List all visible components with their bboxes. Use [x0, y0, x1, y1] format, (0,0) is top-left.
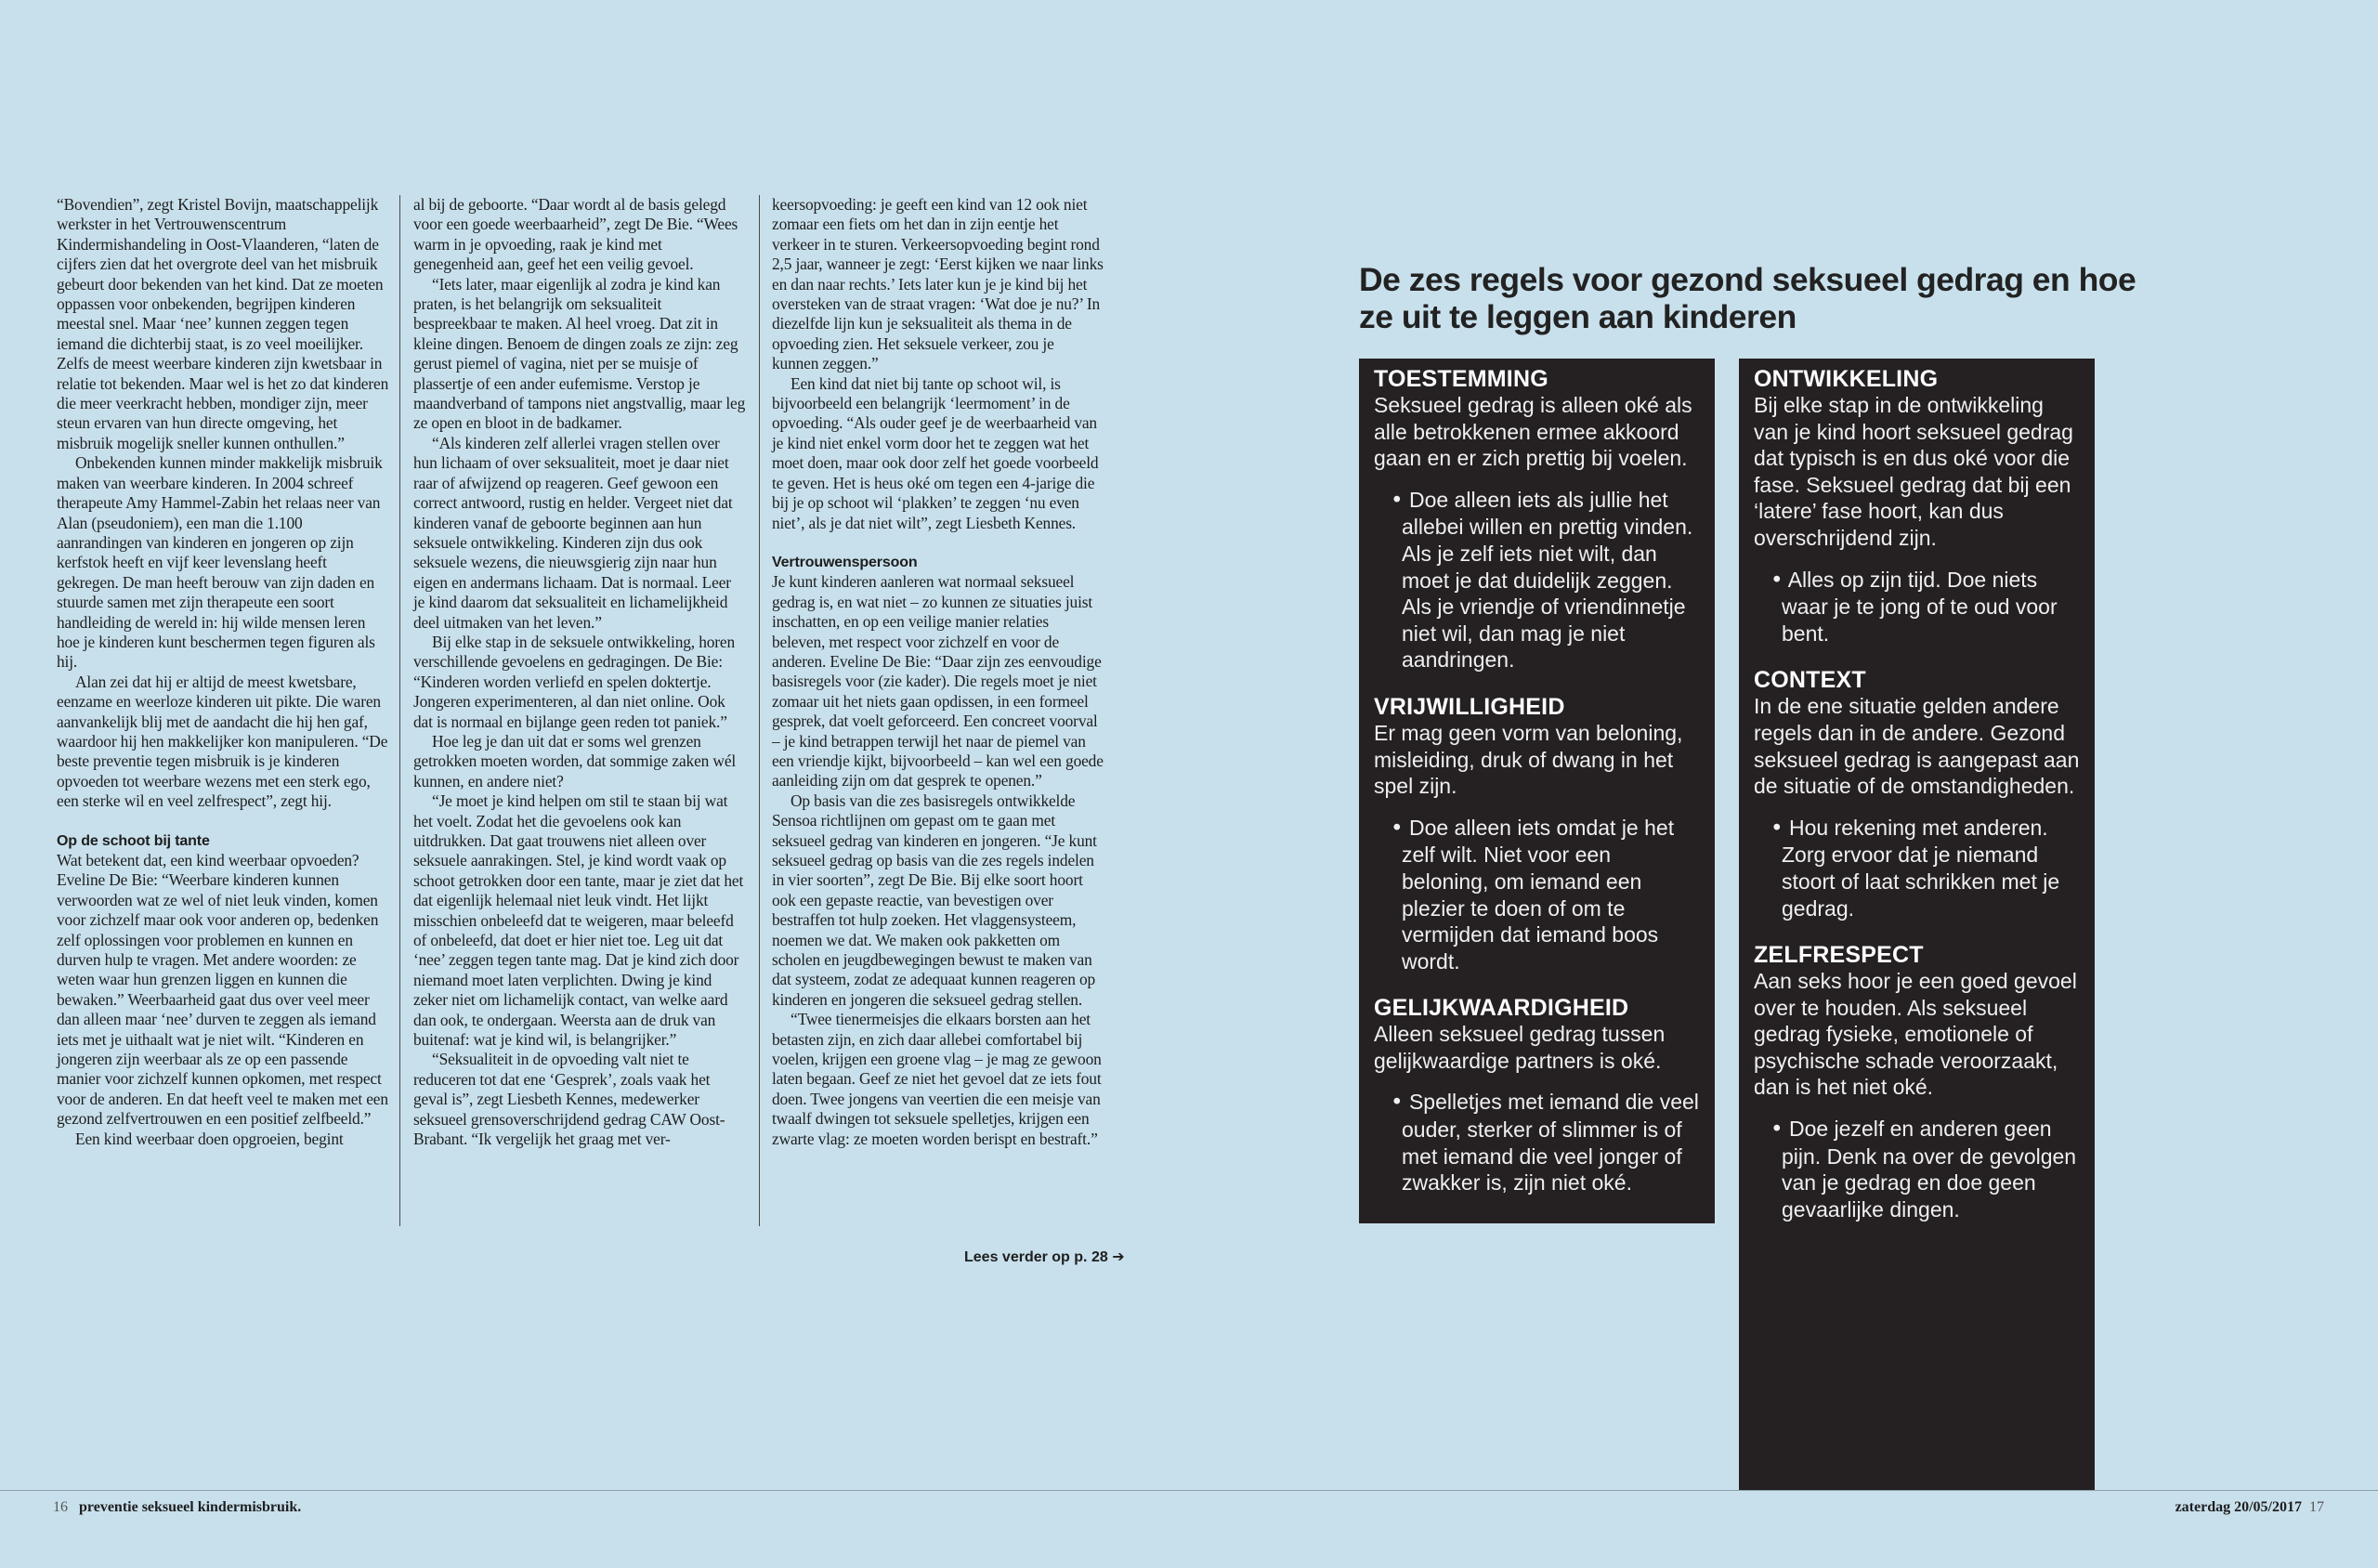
rule-heading: ZELFRESPECT	[1754, 942, 1924, 969]
paragraph: Hoe leg je dan uit dat er soms wel grenzen getrokken moeten worden, dat sommige zaken wél kunnen, en andere niet?	[413, 731, 737, 791]
rule-tip-text: Doe jezelf en anderen geen pijn. Denk na over de gevolgen van je gedrag en doe geen gevaarlijke dingen.	[1782, 1117, 2077, 1222]
bullet-icon: •	[1770, 568, 1784, 593]
rule-tip	[1391, 1089, 1701, 1196]
rule-tip-text: Spelletjes met iemand die veel ouder, sterker of slimmer is of met iemand die veel jonger of zwakker is, zijn niet oké.	[1402, 1090, 1699, 1196]
rule-tip	[1770, 1116, 2081, 1222]
paragraph: Op basis van die zes basisregels ontwikkelde Sensoa richtlijnen om gepast om te gaan met seksueel gedrag van kinderen en jongeren. “Je kunt seksueel gedrag op basis van die zes regels indelen in vier soorten”, zegt De Bie. Bij elke soort hoort ook een gepaste reactie, van bevestigen over bestraffen tot hulp zoeken. Het vlaggensysteem, noemen we dat. We maken ook pakketten om scholen en jeugdbewegingen bewust te maken van dat systeem, zodat ze adequaat kunnen reageren op kinderen en jongeren die seksueel gedrag stellen.	[772, 791, 1097, 1009]
rule-tip-text: Hou rekening met anderen. Zorg ervoor dat je niemand stoort of laat schrikken met je gedrag.	[1782, 815, 2060, 921]
rule-intro: In de ene situatie gelden andere regels dan in de andere. Gezond seksueel gedrag is aangepast aan de situatie of de omstandigheden.	[1754, 694, 2080, 799]
paragraph: “Seksualiteit in de opvoeding valt niet te reduceren tot dat ene ‘Gesprek’, zoals vaak het geval is”, zegt Liesbeth Kennes, medewerker seksueel grensoverschrijdend gedrag CAW Oost-Brabant. “Ik vergelijk het graag met ver-	[413, 1050, 725, 1149]
column-divider	[759, 195, 760, 1226]
rule-section-toestemming	[1374, 366, 1701, 673]
rule-tip	[1770, 815, 2081, 921]
rules-box-right	[1739, 359, 2095, 1490]
page-number: 17	[2309, 1499, 2324, 1515]
rule-heading: VRIJWILLIGHEID	[1374, 693, 1565, 720]
footer-divider	[0, 1490, 2378, 1491]
paragraph: Een kind dat niet bij tante op schoot wil, is bijvoorbeeld een belangrijk ‘leermoment’ in de opvoeding. “Als ouder geef je de weerbaarheid van je kind niet enkel vorm door het te zeggen wat het moet doen, maar ook door zelf het goede voorbeeld te geven. Het is heus oké om tegen een 4-jarige die bij je op schoot wil ‘plakken’ te zeggen ‘nu even niet’, als je dat niet wilt”, zegt Liesbeth Kennes.	[772, 373, 1099, 532]
bullet-icon: •	[1391, 1091, 1404, 1116]
rule-intro: Er mag geen vorm van beloning, misleiding, druk of dwang in het spel zijn.	[1374, 720, 1683, 799]
subheading-vertrouwenspersoon: Vertrouwenspersoon	[772, 554, 918, 570]
subheading-op-de-schoot: Op de schoot bij tante	[57, 832, 210, 849]
rule-intro: Seksueel gedrag is alleen oké als alle betrokkenen ermee akkoord gaan en er zich prettig bij voelen.	[1374, 393, 1692, 471]
rule-tip-text: Doe alleen iets als jullie het allebei willen en prettig vinden. Als je zelf iets niet wilt, dan moet je dat duidelijk zeggen. Als je vriendje of vriendinnetje niet wil, dan mag je niet aandringen.	[1402, 487, 1693, 673]
paragraph: “Iets later, maar eigenlijk al zodra je kind kan praten, is het belangrijk om seksualiteit bespreekbaar te maken. Al heel vroeg. Dat zit in kleine dingen. Benoem de dingen zoals ze zijn: zeg gerust piemel of vagina, niet per se muisje of plassertje of een ander eufemisme. Verstop je maandverband of tampons niet angstvallig, maar leg ze open en bloot in de badkamer.	[413, 274, 746, 433]
rule-tip-text: Alles op zijn tijd. Doe niets waar je te jong of te oud voor bent.	[1782, 567, 2058, 646]
rule-heading: ONTWIKKELING	[1754, 366, 1939, 392]
folio-right	[2175, 1499, 2324, 1516]
rule-tip	[1770, 567, 2081, 647]
sidebar-title: De zes regels voor gezond seksueel gedrag en hoe ze uit te leggen aan kinderen	[1359, 261, 2136, 335]
rule-intro: Alleen seksueel gedrag tussen gelijkwaardige partners is oké.	[1374, 1022, 1666, 1073]
rule-heading: TOESTEMMING	[1374, 366, 1548, 392]
rule-tip	[1391, 815, 1701, 975]
paragraph: Alan zei dat hij er altijd de meest kwetsbare, eenzame en weerloze kinderen uit pikte. Die waren aanvankelijk blij met de aandacht die hij hen gaf, waardoor hij hen makkelijker kon manipuleren. “De beste preventie tegen misbruik is je kinderen opvoeden tot weerbare wezens met een sterk ego, een sterke wil en veel zelfrespect”, zegt hij.	[57, 672, 388, 811]
paragraph: “Als kinderen zelf allerlei vragen stellen over hun lichaam of over seksualiteit, moet je daar niet raar of afwijzend op reageren. Geef gewoon een correct antwoord, rustig en helder. Vergeet niet dat kinderen vanaf de geboorte beginnen aan hun seksuele ontwikkeling. Kinderen zijn dus ook seksuele wezens, die nieuwsgierig zijn naar hun eigen en andermans lichaam. Dat is normaal. Leer je kind daarom dat seksualiteit en lichamelijkheid deel uitmaken van het leven.”	[413, 433, 733, 632]
rule-section-gelijkwaardigheid	[1374, 995, 1701, 1196]
paragraph: “Bovendien”, zegt Kristel Bovijn, maatschappelijk werkster in het Vertrouwenscentrum Kindermishandeling in Oost-Vlaanderen, “laten de cijfers zien dat het overgrote deel van het misbruik gebeurt door bekenden van het kind. Dat ze moeten oppassen voor onbekenden, begrijpen kinderen meestal snel. Maar ‘nee’ kunnen zeggen tegen iemand die dichterbij staat, is zo veel moeilijker. Zelfs de meest weerbare kinderen zijn kwetsbaar in relatie tot bekenden. Maar wel is het zo dat kinderen die meer veerkracht hebben, mondiger zijn, meer steun ervaren van hun directe omgeving, het misbruik mogelijk sneller kunnen onthullen.”	[57, 195, 389, 452]
paragraph: Je kunt kinderen aanleren wat normaal seksueel gedrag is, en wat niet – zo kunnen ze situaties juist inschatten, en op een veilige manier relaties beleven, met respect voor zichzelf en voor de anderen. Eveline De Bie: “Daar zijn zes eenvoudige basisregels voor (zie kader). Die regels moet je niet zomaar uit het niets gaan opdissen, in een formeel gesprek, dat voelt geforceerd. Een concreet voorval – je kind betrappen terwijl het naar de piemel van een vriendje kijkt, bijvoorbeeld – kan wel een goede aanleiding zijn om dat gesprek te openen.”	[772, 572, 1104, 791]
bullet-icon: •	[1770, 816, 1784, 841]
read-more-label: Lees verder op p. 28	[964, 1249, 1108, 1265]
rule-intro: Bij elke stap in de ontwikkeling van je kind hoort seksueel gedrag dat typisch is en dus oké voor die fase. Seksueel gedrag dat bij een ‘latere’ fase hoort, kan dus overschrijdend zijn.	[1754, 393, 2073, 550]
page-number: 16	[53, 1499, 68, 1515]
rules-box-left	[1359, 359, 1715, 1223]
paragraph: Bij elke stap in de seksuele ontwikkeling, horen verschillende gevoelens en gedragingen. De Bie: “Kinderen worden verliefd en spelen doktertje. Jongeren experimenteren, al dan niet online. Ook dat is normaal en bijlange geen reden tot paniek.”	[413, 632, 736, 731]
rule-section-ontwikkeling	[1754, 366, 2081, 647]
article-column-2	[413, 195, 746, 1150]
bullet-icon: •	[1770, 1117, 1784, 1143]
rule-heading: GELIJKWAARDIGHEID	[1374, 995, 1629, 1022]
folio-left	[53, 1499, 301, 1516]
paragraph: “Je moet je kind helpen om stil te staan bij wat het voelt. Zodat het die gevoelens ook kan uitdrukken. Dat gaat trouwens niet alleen over seksuele aanrakingen. Stel, je kind wordt vaak op schoot getrokken door een tante, maar je ziet dat het dat eigenlijk helemaal niet leuk vindt. Het lijkt misschien onbeleefd dat te weigeren, maar beleefd of onbeleefd, dat doet er hier niet toe. Leg uit dat ‘nee’ zeggen tegen tante mag. Dat je kind zich door niemand moet laten verplichten. Dwing je kind zeker niet om lichamelijk contact, van welke aard dan ook, te ondergaan. Weersta aan de druk van buitenaf: wat je kind wil, is belangrijker.”	[413, 791, 744, 1050]
paragraph: al bij de geboorte. “Daar wordt al de basis gelegd voor een goede weerbaarheid”, zegt De Bie. “Wees warm in je opvoeding, raak je kind met genegenheid aan, geef het een veilig gevoel.	[413, 195, 738, 274]
bullet-icon: •	[1391, 816, 1404, 841]
issue-date: zaterdag 20/05/2017	[2175, 1499, 2302, 1515]
rule-heading: CONTEXT	[1754, 667, 1866, 694]
column-divider	[399, 195, 400, 1226]
section-title: preventie seksueel kindermisbruik.	[79, 1499, 302, 1515]
paragraph: “Twee tienermeisjes die elkaars borsten aan het betasten zijn, en zich daar allebei comfortabel bij voelen, krijgen een groene vlag – je mag ze gewoon laten begaan. Geef ze niet het gevoel dat ze iets fout doen. Twee jongens van veertien die een meisje van twaalf dwingen tot seksuele spelletjes, krijgen een zwarte vlag: ze moeten worden berispt en bestraft.”	[772, 1010, 1102, 1148]
article-column-1	[57, 195, 389, 1149]
article-column-3	[772, 195, 1104, 1149]
paragraph: Onbekenden kunnen minder makkelijk misbruik maken van weerbare kinderen. In 2004 schreef therapeute Amy Hammel-Zabin het relaas neer van Alan (pseudoniem), een man die 1.100 aanrandingen van kinderen en jongeren op zijn kerfstok heeft en vijf keer levenslang heeft gekregen. De man heeft berouw van zijn daden en stuurde samen met zijn therapeute een soort handleiding de wereld in: hij wilde mensen leren hoe je kinderen kunt beschermen tegen figuren als hij.	[57, 453, 383, 672]
rule-section-context	[1754, 667, 2081, 921]
paragraph: Een kind weerbaar doen opgroeien, begint	[75, 1129, 344, 1148]
read-more-link[interactable]	[964, 1248, 1125, 1266]
bullet-icon: •	[1391, 488, 1404, 513]
rule-tip-text: Doe alleen iets omdat je het zelf wilt. Niet voor een beloning, om iemand een plezier te doen of om te vermijden dat iemand boos wordt.	[1402, 815, 1675, 973]
rule-section-zelfrespect	[1754, 942, 2081, 1222]
rule-section-vrijwilligheid	[1374, 694, 1701, 974]
arrow-right-icon: ➔	[1112, 1248, 1125, 1265]
paragraph: Wat betekent dat, een kind weerbaar opvoeden? Eveline De Bie: “Weerbare kinderen kunnen verwoorden wat ze wel of niet leuk vinden, komen voor zichzelf maar ook voor anderen op, bedenken zelf oplossingen voor problemen en kunnen en durven hulp te vragen. Met andere woorden: ze weten waar hun grenzen liggen en kunnen die bewaken.” Weerbaarheid gaat dus over veel meer dan alleen maar ‘nee’ durven te zeggen als iemand iets met je uithaalt wat je niet wilt. “Kinderen en jongeren zijn weerbaar als ze op een passende manier voor zichzelf kunnen opkomen, met respect voor de anderen. En dat heeft veel te maken met een gezond zelfvertrouwen en een positief zelfbeeld.”	[57, 851, 388, 1129]
rule-tip	[1391, 487, 1701, 673]
rule-intro: Aan seks hoor je een goed gevoel over te houden. Als seksueel gedrag fysieke, emotionele of psychische schade veroorzaakt, dan is het niet oké.	[1754, 969, 2077, 1100]
paragraph: keersopvoeding: je geeft een kind van 12 ook niet zomaar een fiets om het dan in zijn eentje het verkeer in te sturen. Verkeersopvoeding begint rond 2,5 jaar, wanneer je zegt: ‘Eerst kijken we naar links en dan naar rechts.’ Iets later kun je je kind bij het oversteken van de straat vragen: ‘Wat doe je nu?’ In diezelfde lijn kun je seksualiteit als thema in de opvoeding zien. Het seksuele verkeer, zou je kunnen zeggen.”	[772, 195, 1104, 373]
